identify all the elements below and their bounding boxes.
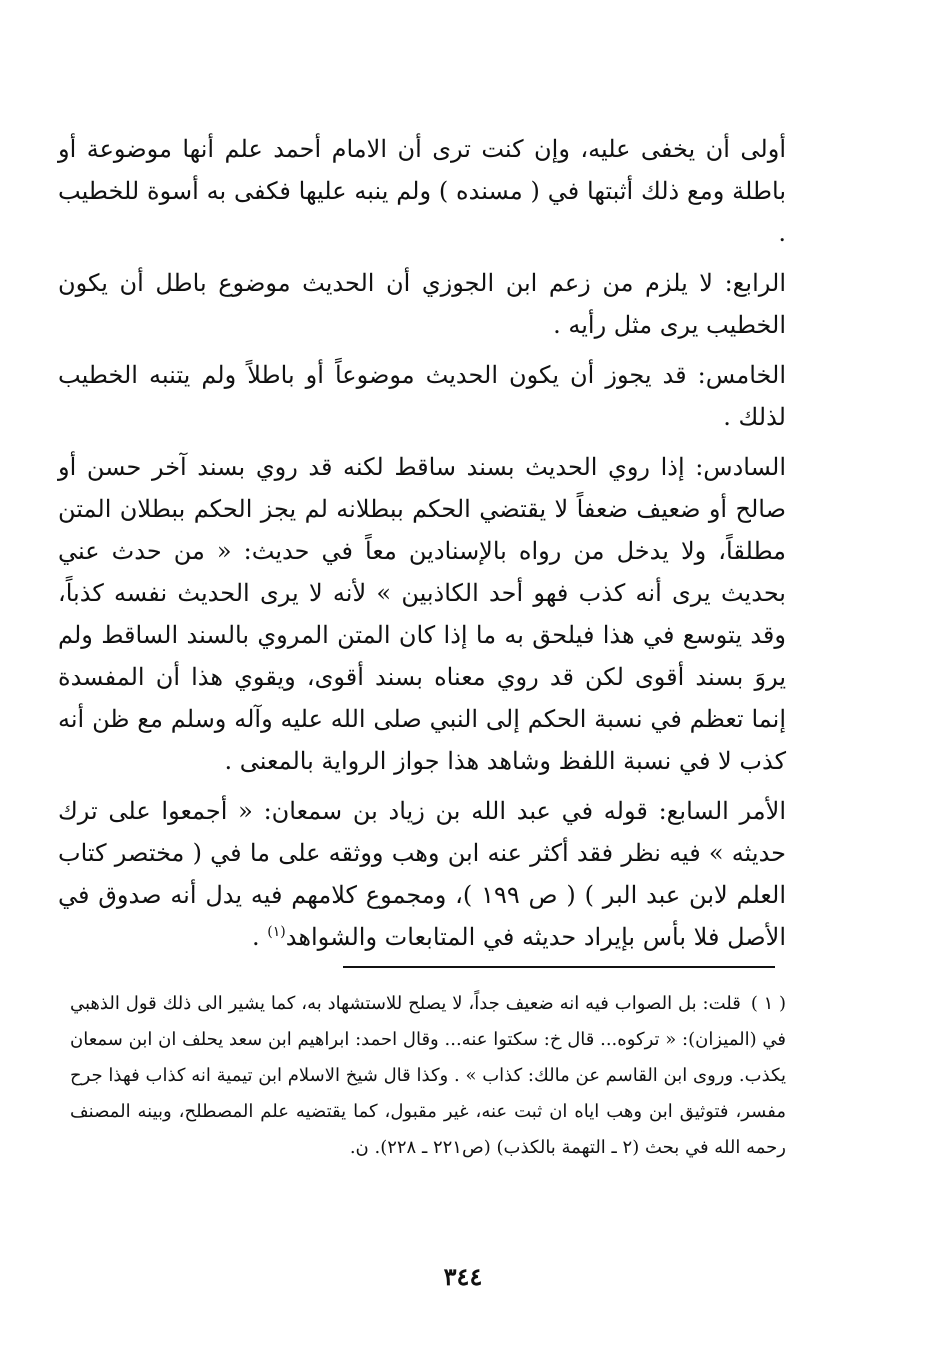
footnote-number: ( ١ ) — [750, 993, 786, 1014]
paragraph-sixth: السادس: إذا روي الحديث بسند ساقط لكنه قد روي بسند آخر حسن أو صالح أو ضعيف ضعفاً لا يقتضي الحكم ببطلانه لم يجز الحكم ببطلان المتن مطلقاً، ولا يدخل من رواه بالإسنادين معاً في حديث: « من حدث عني بحديث يرى أنه كذب فهو أحد الكاذبين » لأنه لا يرى الحديث نفسه كذباً، وقد يتوسع في هذا فيلحق به ما إذا كان المتن المروي بالسند الساقط ولم يروَ بسند أقوى لكن قد روي معناه بسند أقوى، ويقوي هذا أن المفسدة إنما تعظم في نسبة الحكم إلى النبي صلى الله عليه وآله وسلم مع ظن أنه كذب لا في نسبة اللفظ وشاهد هذا جواز الرواية بالمعنى . — [58, 453, 786, 775]
page-number: ٣٤٤ — [443, 1262, 483, 1291]
footnote-reference[interactable]: (١) — [267, 924, 286, 940]
paragraph-fourth: الرابع: لا يلزم من زعم ابن الجوزي أن الحديث موضوع باطل أن يكون الخطيب يرى مثل رأيه . — [58, 269, 786, 339]
paragraph-seventh-text: الأمر السابع: قوله في عبد الله بن زياد بن سمعان: « أجمعوا على ترك حديثه » فيه نظر فقد أكثر عنه ابن وهب ووثقه على ما في ( مختصر كتاب العلم لابن عبد البر ) ( ص ١٩٩ )، ومجموع كلامهم فيه يدل أنه صدوق في الأصل فلا بأس بإيراد حديثه في المتابعات والشواهد — [58, 797, 786, 951]
footnote-divider — [343, 966, 775, 968]
footnote-text: قلت: بل الصواب فيه انه ضعيف جداً، لا يصلح للاستشهاد به، كما يشير الى ذلك قول الذهبي في (الميزان): « تركوه... قال خ: سكتوا عنه... وقال احمد: ابراهيم ابن سعد يحلف ان ابن سمعان يكذب. وروى ابن القاسم عن مالك: كذاب » . وكذا قال شيخ الاسلام ابن تيمية انه كذاب فهذا جرح مفسر، فتوثيق ابن وهب اياه ان ثبت عنه، غير مقبول، كما يقتضيه علم المصطلح، وبينه المصنف رحمه الله في بحث (٢ ـ التهمة بالكذب) (ص٢٢١ ـ ٢٢٨). ن. — [70, 993, 786, 1158]
paragraph-seventh-end: . — [252, 923, 268, 951]
paragraph-fifth: الخامس: قد يجوز أن يكون الحديث موضوعاً أو باطلاً ولم يتنبه الخطيب لذلك . — [58, 361, 786, 431]
paragraph-seventh — [58, 790, 786, 958]
main-text — [58, 128, 786, 966]
paragraph-continuation: أولى أن يخفى عليه، وإن كنت ترى أن الامام أحمد علم أنها موضوعة أو باطلة ومع ذلك أثبتها في ( مسنده ) ولم ينبه عليها فكفى به أسوة للخطيب . — [58, 135, 786, 247]
footnote — [70, 986, 786, 1166]
